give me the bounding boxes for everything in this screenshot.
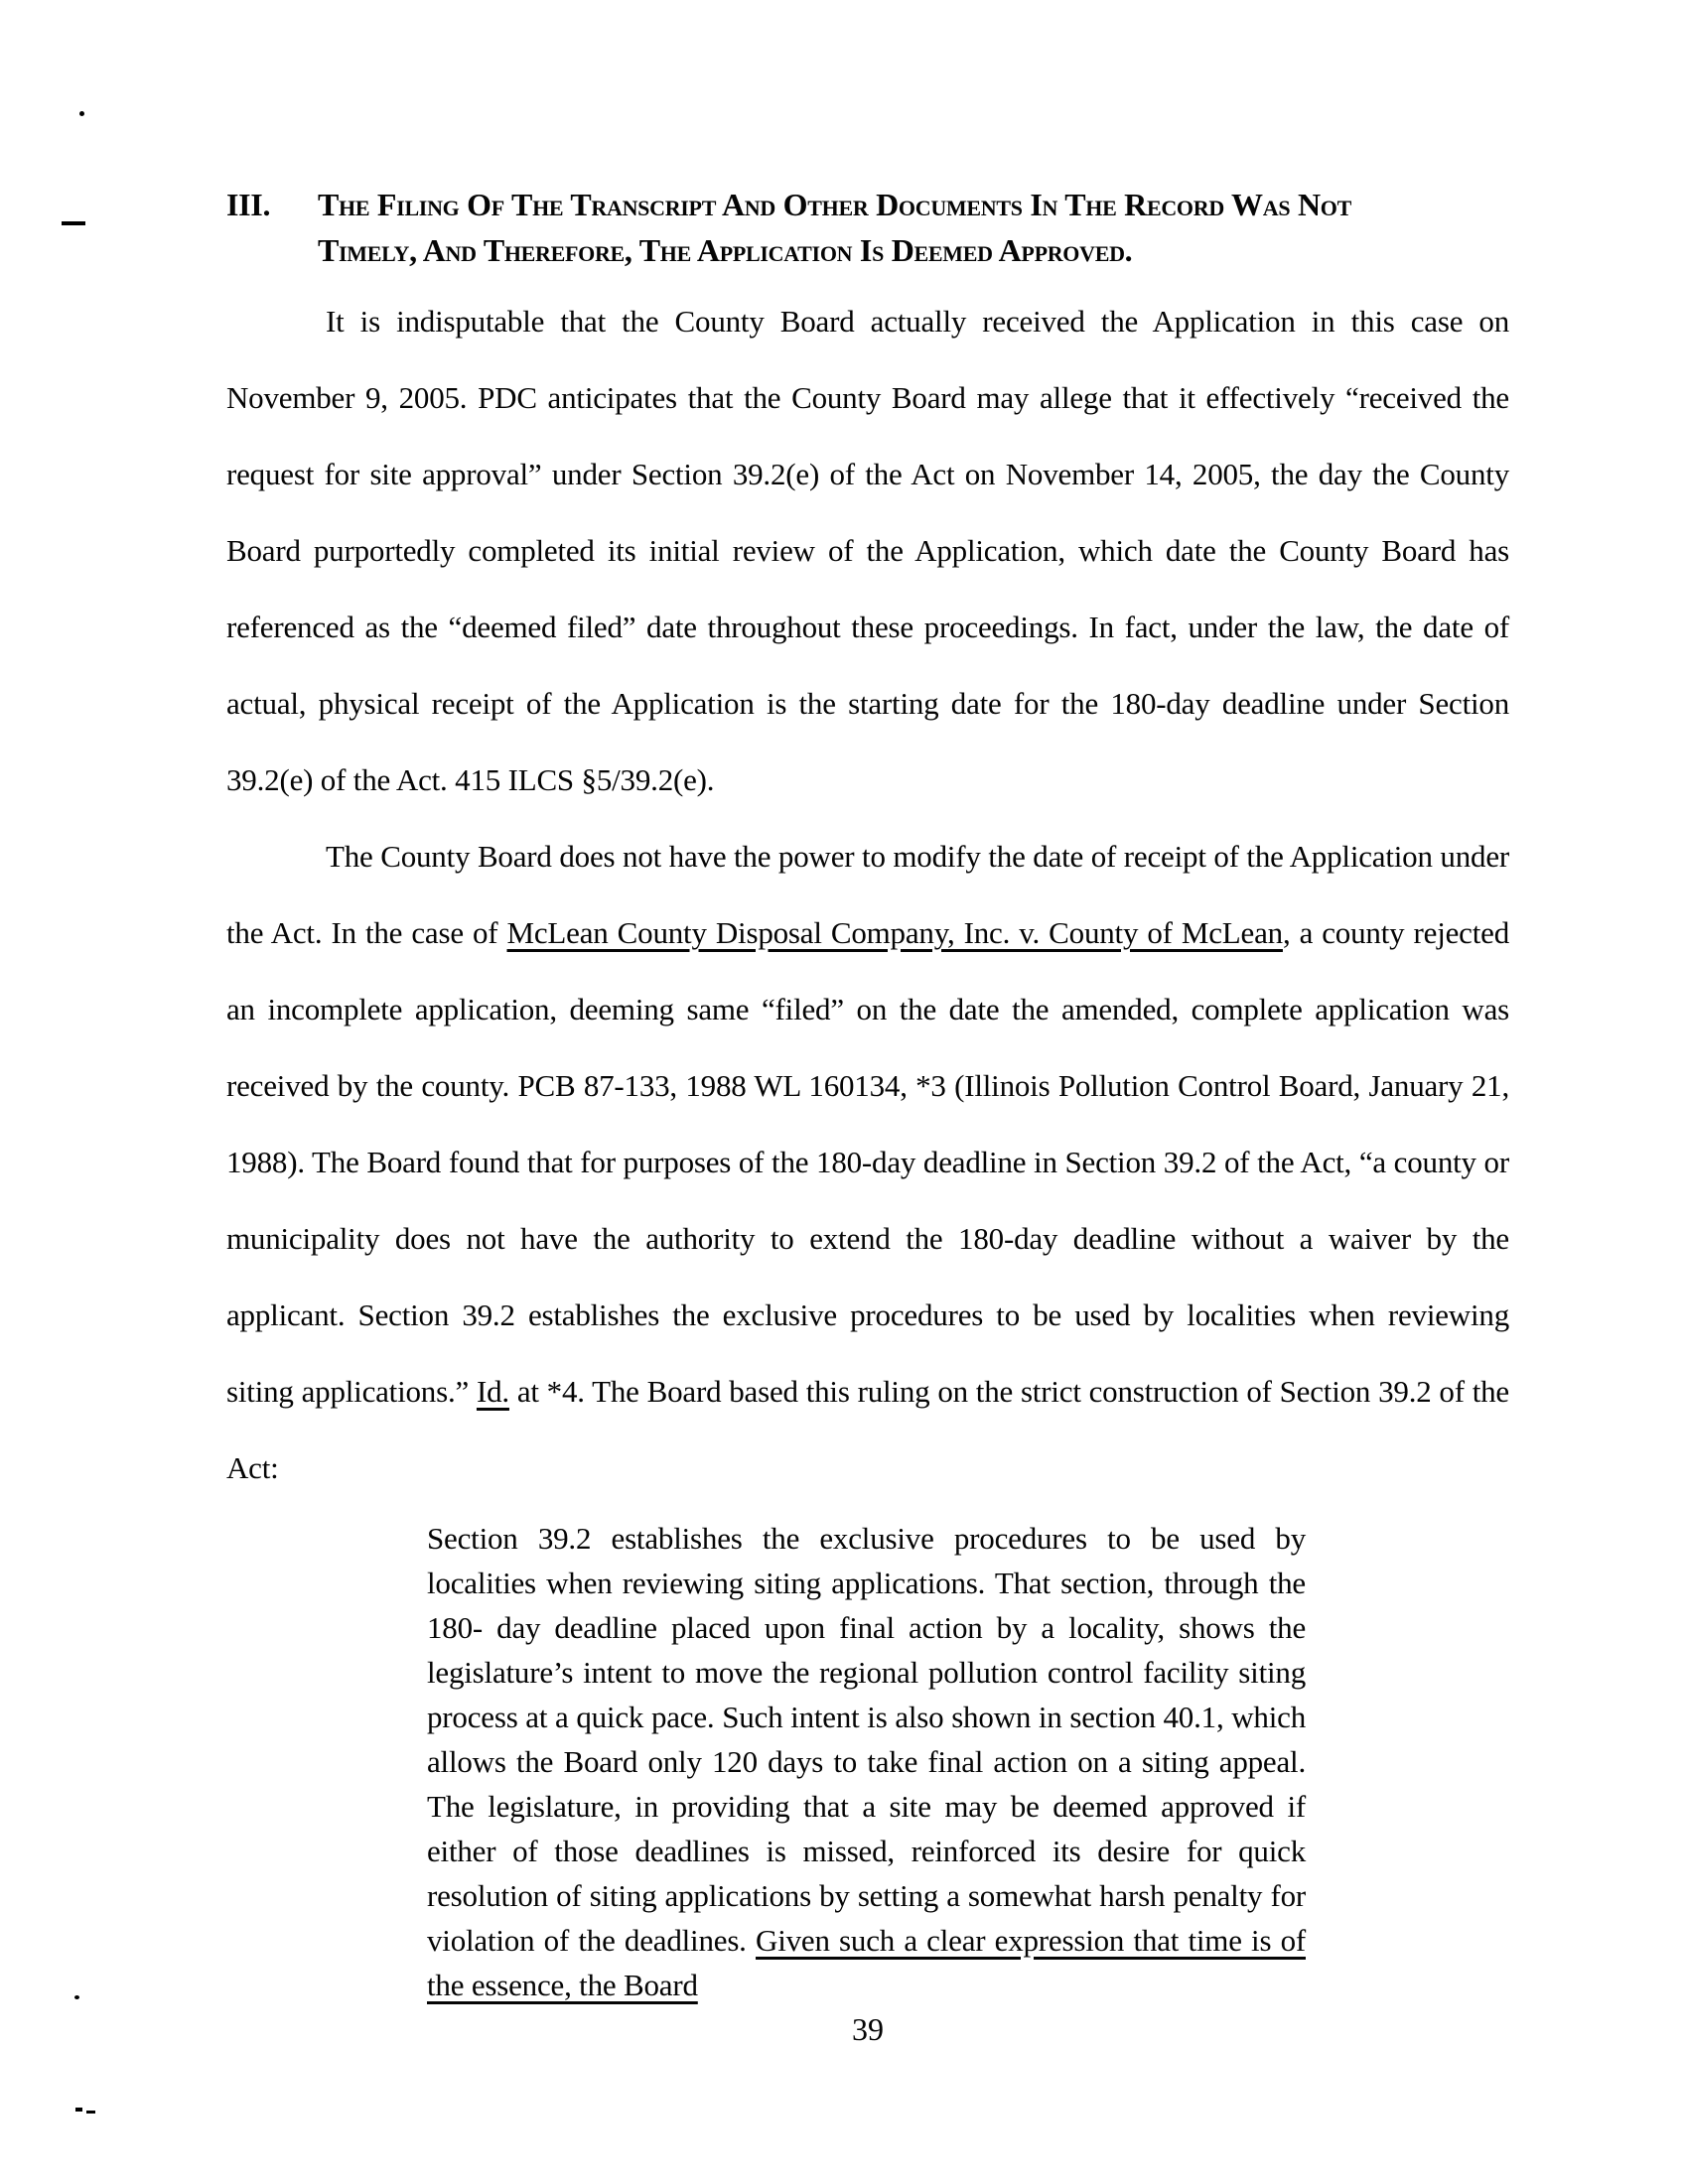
paragraph-2-text-b: , a county rejected an incomplete application, deeming same “filed” on the date the amended, complete application was received by the county. PCB 87-133, 1988 WL 160134, *3 (Illinois Pollution Control Board, January 21, 1988). The Board found that for purposes of the 180-day deadline in Section 39.2 of the Act, “a county or municipality does not have the authority to extend the 180-day deadline without a waiver by the applicant. Section 39.2 establishes the exclusive procedures to be used by localities when reviewing siting applications.” — [226, 915, 1509, 1409]
paragraph-2 — [226, 818, 1509, 1506]
scan-artifact-smudge — [86, 2111, 95, 2114]
section-heading-line-1: The Filing Of The Transcript And Other Documents In The Record Was Not — [318, 187, 1351, 222]
block-quote-underlined-text: Given such a clear expression that time is of the essence, the Board — [427, 1923, 1306, 2002]
section-heading-numeral: III. — [226, 187, 271, 222]
scan-artifact-dot-bottom — [74, 1995, 79, 1999]
section-heading-text — [318, 182, 1351, 273]
page-number: 39 — [852, 2011, 884, 2047]
case-name-citation: McLean County Disposal Company, Inc. v. County of McLean — [506, 915, 1283, 950]
block-quote — [427, 1516, 1306, 2007]
scan-artifact-dot-top — [79, 111, 84, 116]
scan-artifact-dash-left — [62, 221, 85, 225]
paragraph-2-text-a: The County Board does not have the power to modify the date of receipt of the Application under the Act. In the case of — [226, 839, 1509, 950]
block-quote-text: Section 39.2 establishes the exclusive procedures to be used by localities when reviewing siting applications. That section, through the 180- day deadline placed upon final action by a locality, shows the legislature’s intent to move the regional pollution control facility siting process at a quick pace. Such intent is also shown in section 40.1, which allows the Board only 120 days to take final action on a siting appeal. The legislature, in providing that a site may be deemed approved if either of those deadlines is missed, reinforced its desire for quick resolution of siting applications by setting a somewhat harsh penalty for violation of the deadlines. — [427, 1521, 1306, 1958]
paragraph-2-text-c: at *4. The Board based this ruling on the strict construction of Section 39.2 of the Act: — [226, 1374, 1509, 1485]
scan-artifact-smudge — [75, 2108, 82, 2112]
paragraph-1-text: It is indisputable that the County Board actually received the Application in this case on November 9, 2005. PDC anticipates that the County Board may allege that it effectively “received the request for site approval” under Section 39.2(e) of the Act on November 14, 2005, the day the County Board purportedly completed its initial review of the Application, which date the County Board has referenced as the “deemed filed” date throughout these proceedings. In fact, under the law, the date of actual, physical receipt of the Application is the starting date for the 180-day deadline under Section 39.2(e) of the Act. 415 ILCS §5/39.2(e). — [226, 304, 1509, 797]
id-citation: Id. — [476, 1374, 509, 1409]
section-heading-line-2: Timely, And Therefore, The Application Is Deemed Approved. — [318, 232, 1133, 268]
paragraph-1 — [226, 283, 1509, 818]
section-heading — [226, 182, 1509, 273]
page-body — [226, 182, 1509, 2007]
